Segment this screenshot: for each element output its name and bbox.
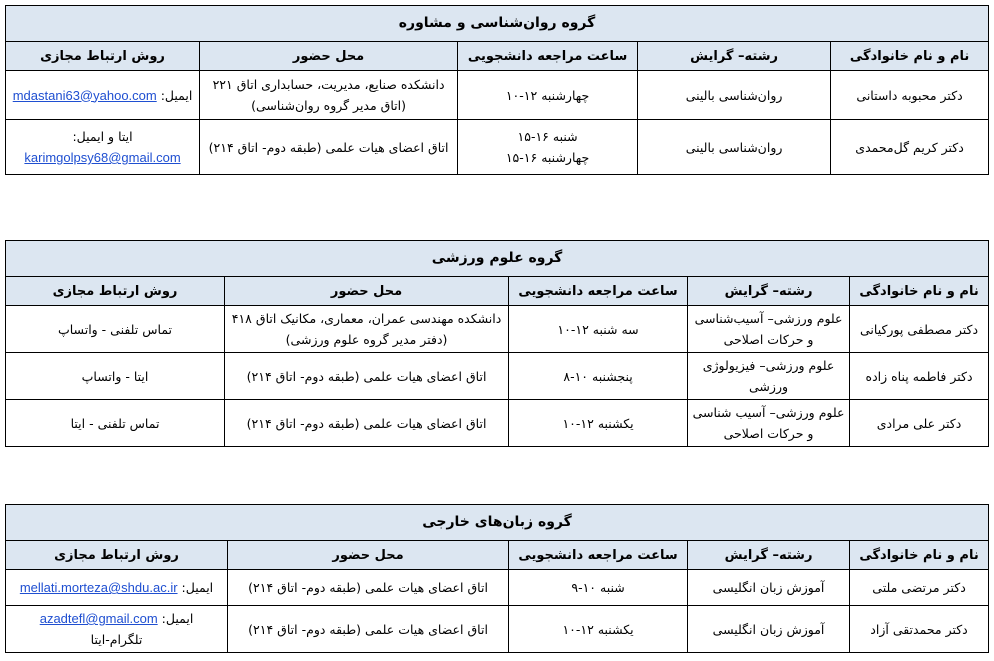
header-field: رشته– گرایش <box>638 42 831 71</box>
cell-field: آموزش زبان انگلیسی <box>688 570 850 606</box>
cell-hours: پنجشنبه ۱۰-۸ <box>509 353 688 400</box>
cell-hours: یکشنبه ۱۲-۱۰ <box>509 606 688 653</box>
cell-hours: سه شنبه ۱۲-۱۰ <box>509 306 688 353</box>
cell-contact: ایتا - واتساپ <box>6 353 225 400</box>
field-line: علوم ورزشی– آسیب شناسی <box>692 405 845 420</box>
header-hours: ساعت مراجعه دانشجویی <box>509 277 688 306</box>
cell-field: آموزش زبان انگلیسی <box>688 606 850 653</box>
cell-field: روان‌شناسی بالینی <box>638 71 831 120</box>
location-line: دانشکده مهندسی عمران، معماری، مکانیک اتاق ۴۱۸ <box>231 311 502 326</box>
header-name: نام و نام خانوادگی <box>850 541 989 570</box>
email-link[interactable]: mdastani63@yahoo.com <box>12 87 157 103</box>
cell-name: دکتر کریم گل‌محمدی <box>831 120 989 175</box>
cell-contact <box>6 606 228 653</box>
header-location: محل حضور <box>228 541 509 570</box>
cell-location <box>200 71 458 120</box>
cell-field <box>688 306 850 353</box>
email-link[interactable]: mellati.morteza@shdu.ac.ir <box>19 580 178 595</box>
location-note: (دفتر مدیر گروه علوم ورزشی) <box>285 332 448 347</box>
header-contact: روش ارتباط مجازی <box>6 541 228 570</box>
cell-hours: شنبه ۱۰-۹ <box>509 570 688 606</box>
cell-hours <box>458 120 638 175</box>
cell-location: اتاق اعضای هیات علمی (طبقه دوم- اتاق ۲۱۴) <box>228 606 509 653</box>
cell-location: اتاق اعضای هیات علمی (طبقه دوم- اتاق ۲۱۴) <box>225 400 509 447</box>
hours-line: شنبه ۱۶-۱۵ <box>517 129 578 144</box>
header-contact: روش ارتباط مجازی <box>6 277 225 306</box>
header-contact: روش ارتباط مجازی <box>6 42 200 71</box>
table-title: گروه زبان‌های خارجی <box>6 505 989 541</box>
cell-field <box>688 400 850 447</box>
field-line: و حرکات اصلاحی <box>723 332 814 347</box>
psychology-table <box>5 5 989 175</box>
header-hours: ساعت مراجعه دانشجویی <box>458 42 638 71</box>
location-note: (اتاق مدیر گروه روان‌شناسی) <box>251 98 406 113</box>
location-line: دانشکده صنایع، مدیریت، حسابداری اتاق ۲۲۱ <box>212 77 445 92</box>
email-link[interactable]: azadtefl@gmail.com <box>39 611 158 626</box>
cell-contact <box>6 570 228 606</box>
cell-contact <box>6 120 200 175</box>
cell-name: دکتر محمدتقی آزاد <box>850 606 989 653</box>
contact-label: ایمیل: <box>181 580 214 595</box>
cell-contact: تماس تلفنی - ایتا <box>6 400 225 447</box>
table-row <box>6 71 989 120</box>
cell-location: اتاق اعضای هیات علمی (طبقه دوم- اتاق ۲۱۴) <box>228 570 509 606</box>
header-name: نام و نام خانوادگی <box>831 42 989 71</box>
field-line: علوم ورزشی– فیزیولوژی <box>702 358 835 373</box>
cell-hours: چهارشنبه ۱۲-۱۰ <box>458 71 638 120</box>
cell-location <box>225 306 509 353</box>
table-row <box>6 570 989 606</box>
table-row <box>6 306 989 353</box>
header-location: محل حضور <box>200 42 458 71</box>
cell-location: اتاق اعضای هیات علمی (طبقه دوم- اتاق ۲۱۴) <box>200 120 458 175</box>
header-field: رشته– گرایش <box>688 277 850 306</box>
contact-label: ایمیل: <box>161 611 194 626</box>
cell-field <box>688 353 850 400</box>
email-link[interactable]: karimgolpsy68@gmail.com <box>24 150 181 165</box>
table-title: گروه علوم ورزشی <box>6 241 989 277</box>
table-row <box>6 353 989 400</box>
table-row <box>6 606 989 653</box>
cell-contact <box>6 71 200 120</box>
table-row <box>6 400 989 447</box>
header-name: نام و نام خانوادگی <box>850 277 989 306</box>
sports-science-table <box>5 240 989 447</box>
header-hours: ساعت مراجعه دانشجویی <box>509 541 688 570</box>
cell-name: دکتر محبوبه داستانی <box>831 71 989 120</box>
foreign-languages-table <box>5 504 989 653</box>
cell-location: اتاق اعضای هیات علمی (طبقه دوم- اتاق ۲۱۴) <box>225 353 509 400</box>
cell-name: دکتر مصطفی پورکیانی <box>850 306 989 353</box>
contact-label: ایمیل: <box>160 87 193 103</box>
cell-name: دکتر فاطمه پناه زاده <box>850 353 989 400</box>
cell-contact: تماس تلفنی - واتساپ <box>6 306 225 353</box>
field-line: و حرکات اصلاحی <box>723 426 814 441</box>
hours-line: چهارشنبه ۱۶-۱۵ <box>505 150 590 165</box>
table-row <box>6 120 989 175</box>
table-title: گروه روان‌شناسی و مشاوره <box>6 6 989 42</box>
contact-label: ایتا و ایمیل: <box>72 129 133 144</box>
header-location: محل حضور <box>225 277 509 306</box>
field-line: ورزشی <box>749 379 789 394</box>
cell-hours: یکشنبه ۱۲-۱۰ <box>509 400 688 447</box>
cell-name: دکتر مرتضی ملتی <box>850 570 989 606</box>
contact-extra: تلگرام-ایتا <box>90 632 143 647</box>
field-line: علوم ورزشی– آسیب‌شناسی <box>694 311 843 326</box>
cell-field: روان‌شناسی بالینی <box>638 120 831 175</box>
cell-name: دکتر علی مرادی <box>850 400 989 447</box>
header-field: رشته– گرایش <box>688 541 850 570</box>
